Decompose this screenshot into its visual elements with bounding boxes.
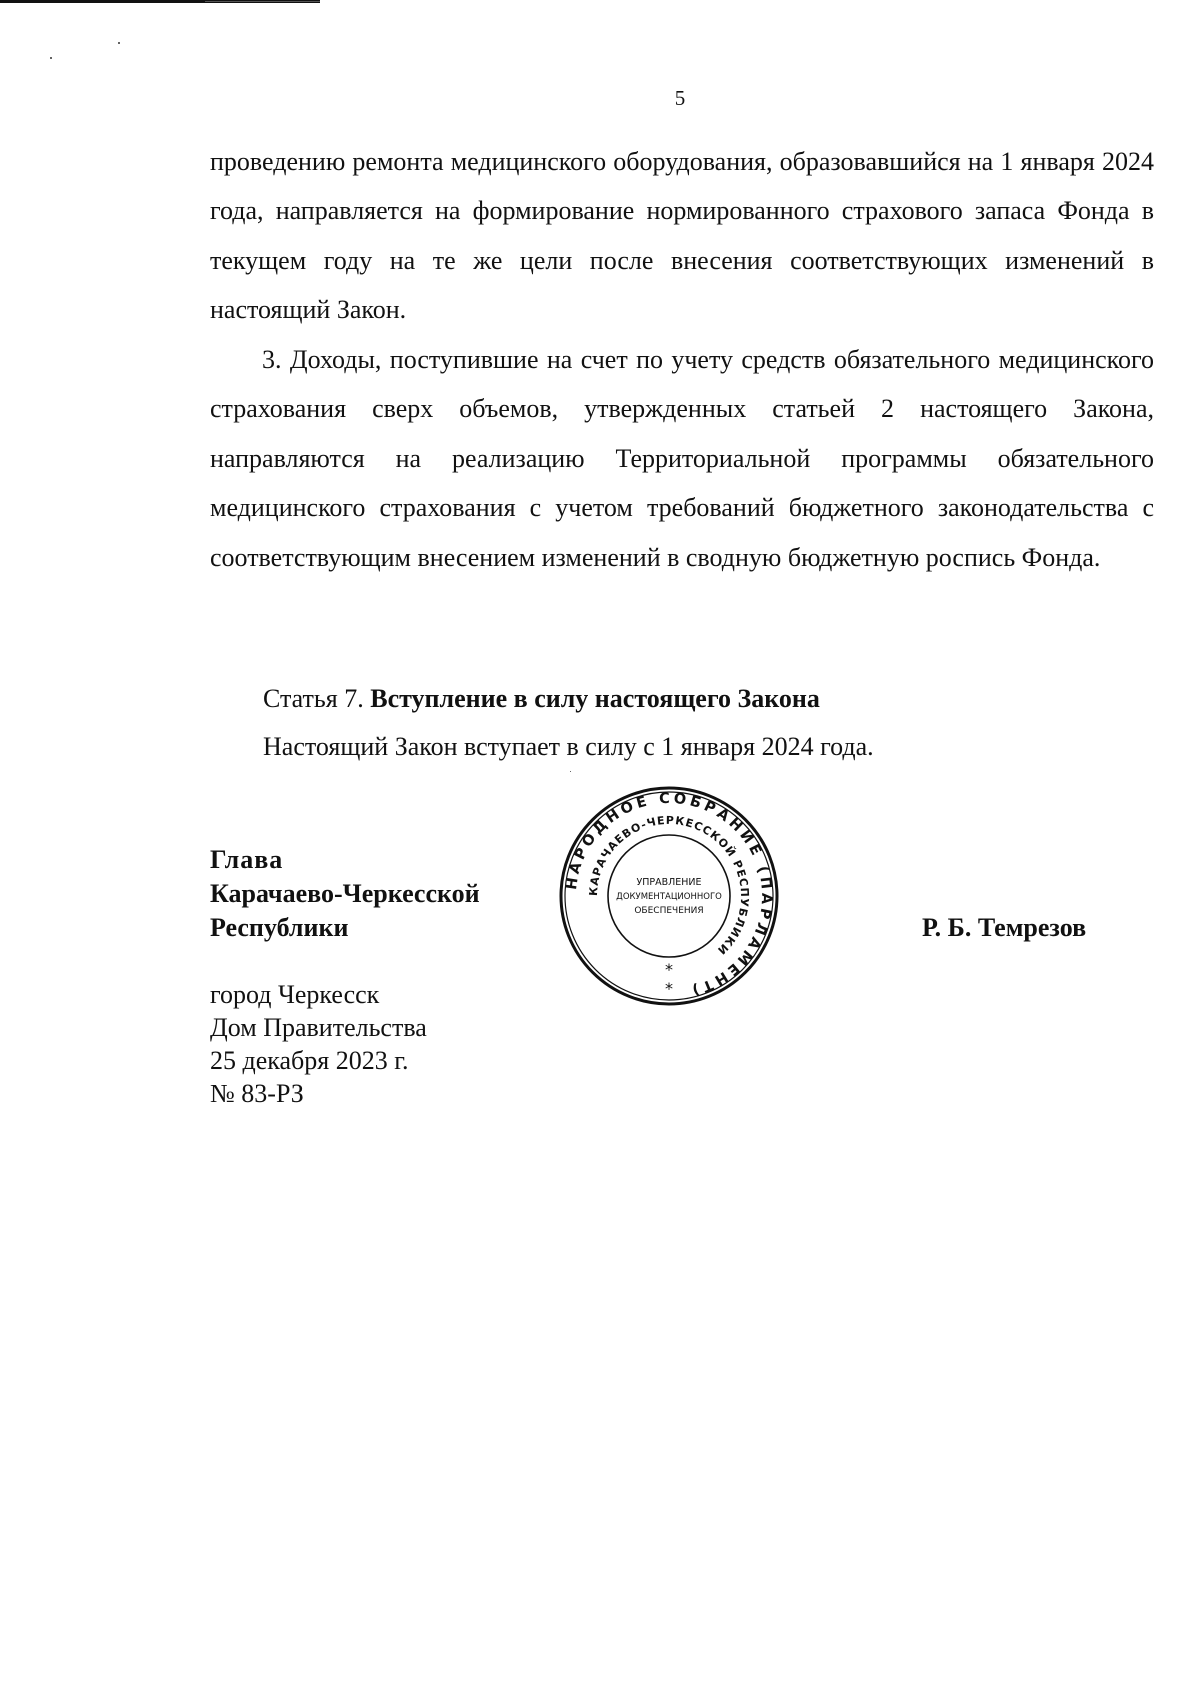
building: Дом Правительства: [210, 1013, 427, 1042]
position-line: Республики: [210, 913, 349, 942]
signatory-position: [210, 843, 480, 945]
paragraph-3-text: 3. Доходы, поступившие на счет по учету средств обязательного медицинского страхования сверх объемов, утвержденных статьей 2 настоящего Закона, направляются на реализацию Территориальной программы обязательного медицинского страхования с учетом требований бюджетного законодательства с соответствующим внесением изменений в сводную бюджетную роспись Фонда.: [210, 345, 1154, 572]
official-stamp: [558, 785, 780, 1007]
article-title: Вступление в силу настоящего Закона: [370, 684, 820, 713]
scan-speck: [50, 57, 52, 59]
position-line: Глава: [210, 845, 284, 874]
signatory-name: Р. Б. Темрезов: [922, 913, 1087, 942]
stamp-outer-text: НАРОДНОЕ СОБРАНИЕ (ПАРЛАМЕНТ): [563, 790, 775, 999]
scan-edge-mark-thin: [205, 1, 320, 2]
paragraph-continued: проведению ремонта медицинского оборудования, образовавшийся на 1 января 2024 года, направляется на формирование нормированного страхового запаса Фонда в текущем году на те же цели после внесения соответствующих изменений в настоящий Закон.: [210, 147, 1154, 325]
paragraph-3: [210, 335, 1154, 582]
stamp-center-line: ОБЕСПЕЧЕНИЯ: [634, 906, 704, 916]
stamp-center-line: ДОКУМЕНТАЦИОННОГО: [616, 892, 722, 902]
scan-speck: [570, 771, 571, 772]
law-number: № 83-РЗ: [210, 1079, 304, 1108]
stamp-center-line: УПРАВЛЕНИЕ: [636, 877, 702, 888]
article-text: Настоящий Закон вступает в силу с 1 января 2024 года.: [263, 732, 874, 761]
scan-speck: [118, 42, 120, 44]
city: город Черкесск: [210, 980, 380, 1009]
article-heading: [263, 679, 820, 719]
position-line: Карачаево-Черкесской: [210, 879, 480, 908]
date: 25 декабря 2023 г.: [210, 1046, 409, 1075]
place-date-block: [210, 978, 427, 1110]
article-number: Статья 7.: [263, 684, 364, 713]
page-number: 5: [674, 86, 686, 110]
stamp-middle-text: КАРАЧАЕВО-ЧЕРКЕССКОЙ РЕСПУБЛИКИ: [586, 813, 752, 958]
stamp-star-icon: *: [665, 960, 673, 979]
stamp-star-icon: *: [665, 979, 673, 998]
